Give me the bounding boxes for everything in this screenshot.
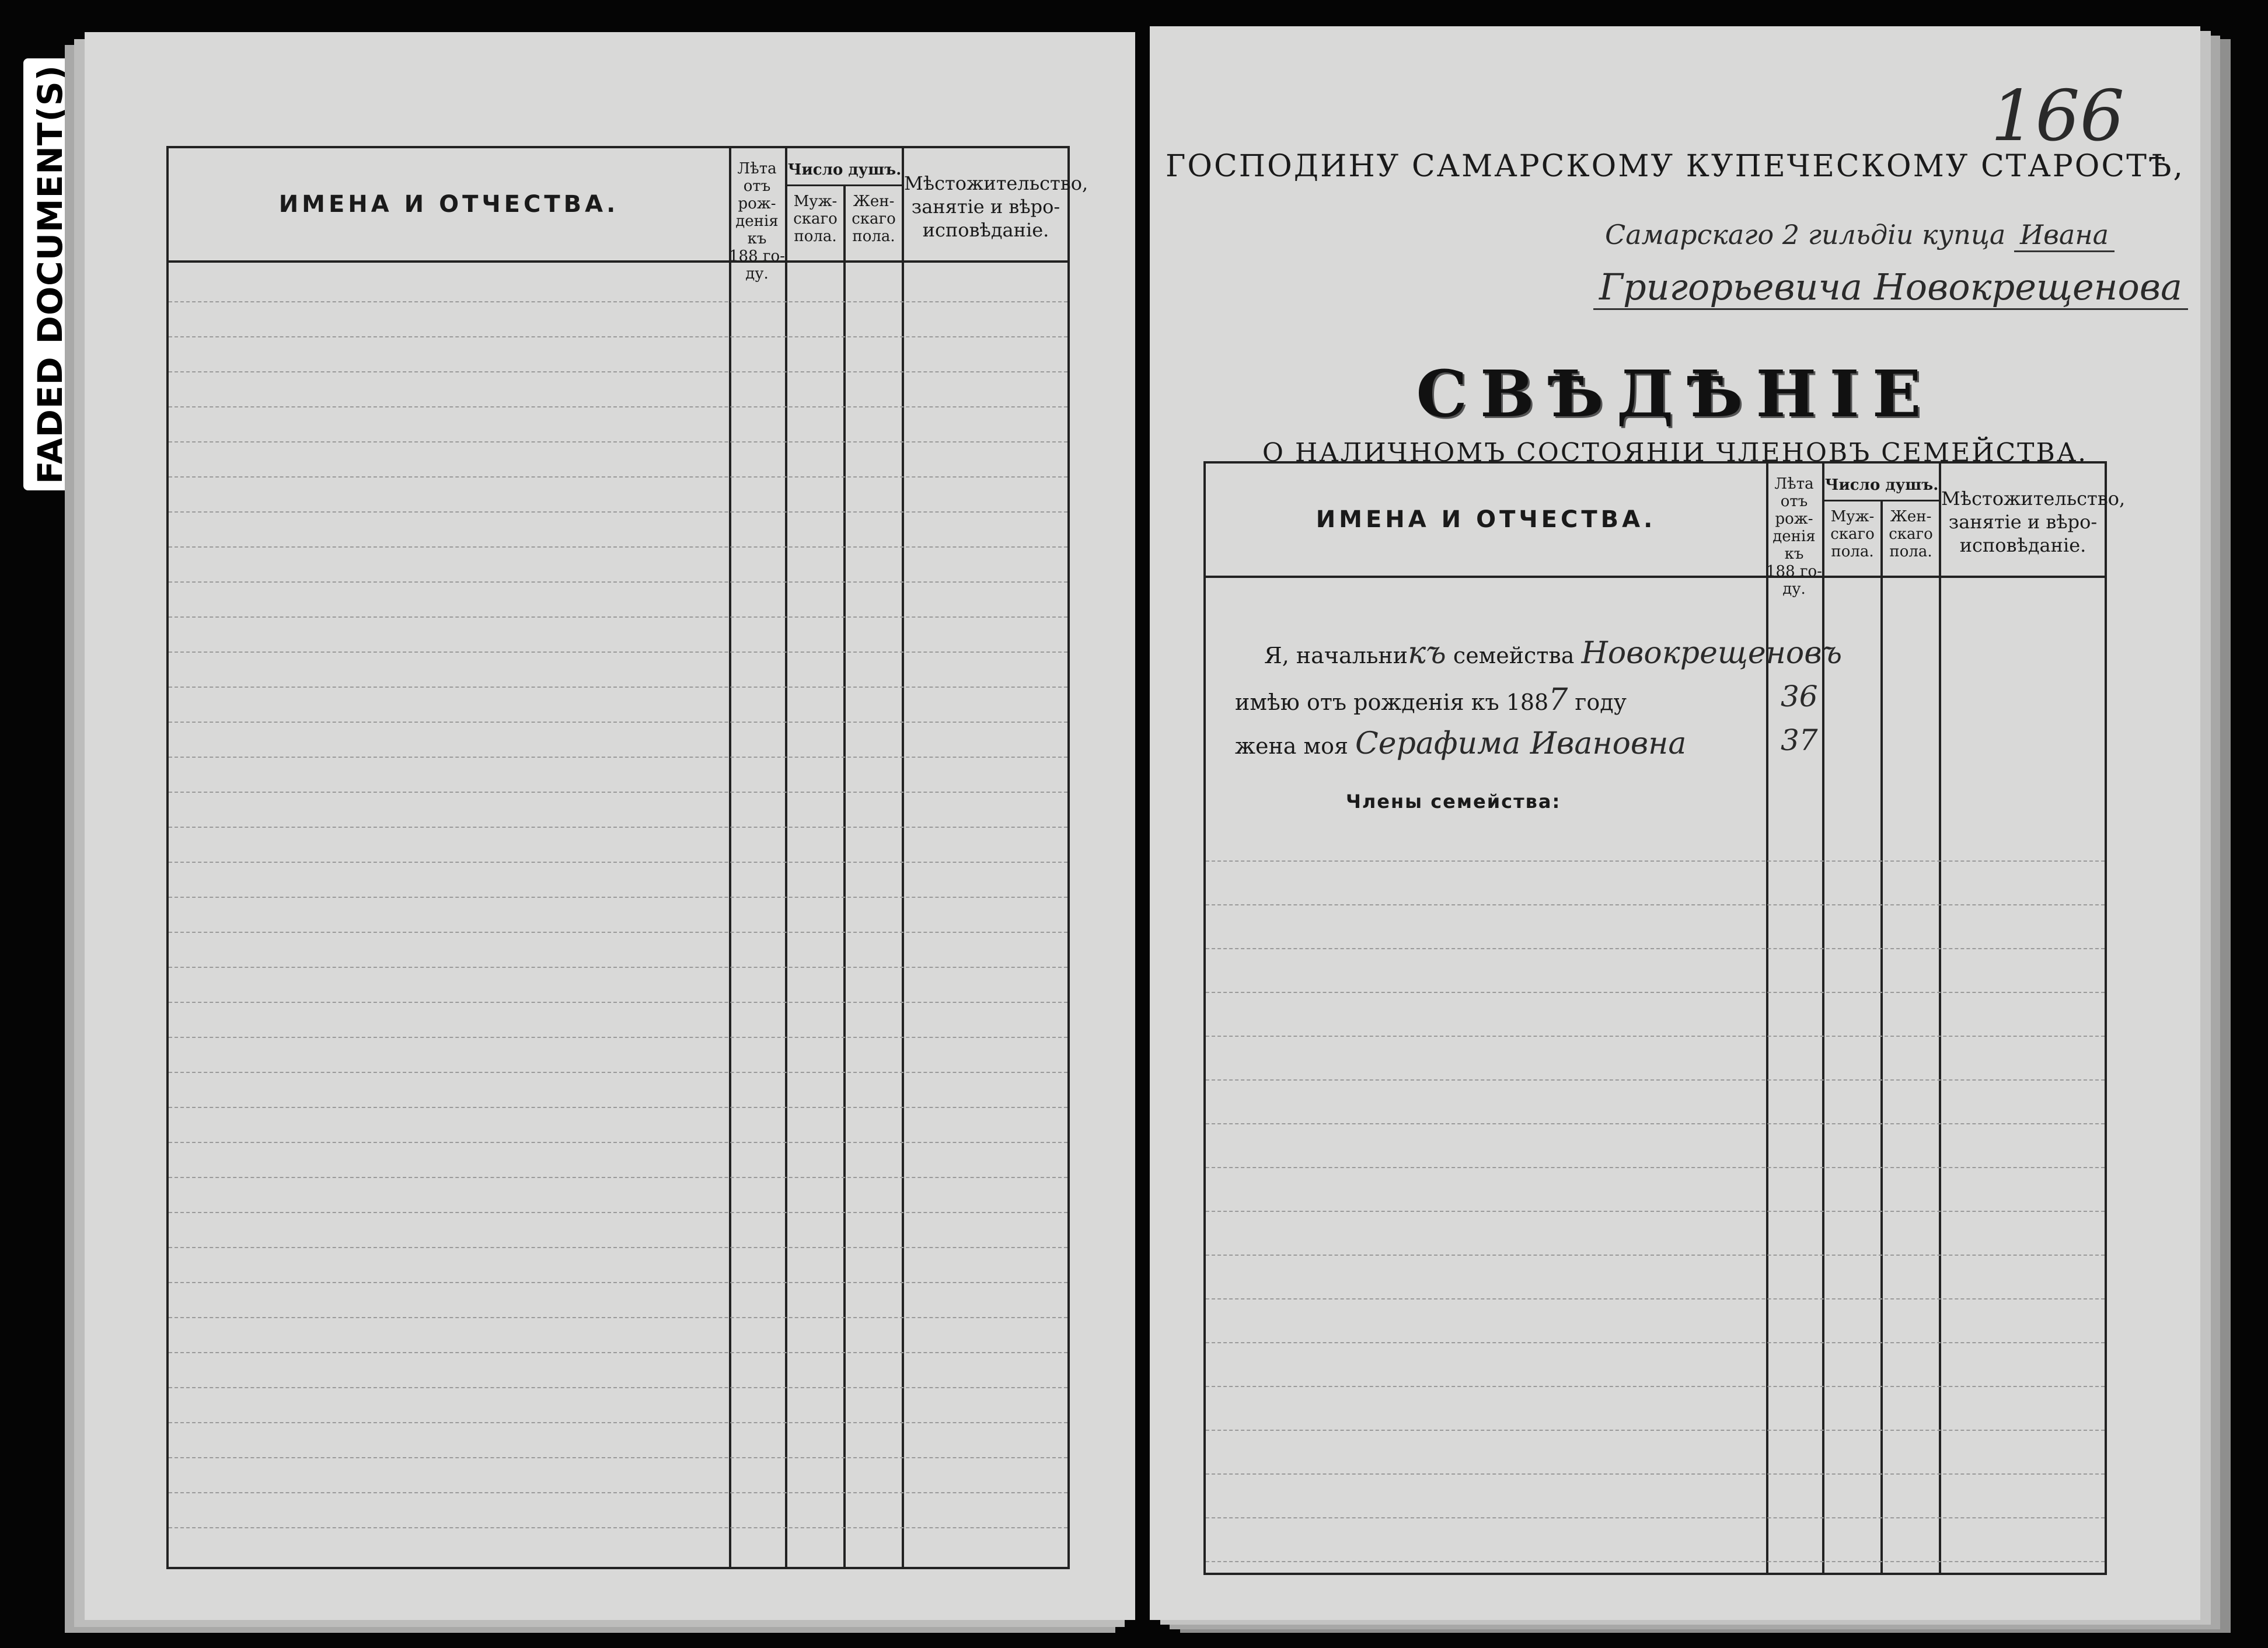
header-male-l1: Муж-	[793, 193, 838, 210]
ruled-line	[169, 511, 1067, 513]
header-souls: Число душъ.	[1824, 476, 1939, 494]
ruled-line	[169, 827, 1067, 828]
ruled-line	[1206, 1167, 2105, 1168]
header-female-l3: пола.	[852, 228, 895, 245]
header-male-l1: Муж-	[1830, 508, 1875, 525]
header-male-l2: скаго	[793, 210, 838, 228]
row2-text: имѣю отъ рожденія къ 188	[1235, 689, 1549, 715]
ruled-line	[1206, 1386, 2105, 1387]
header-years-l3: денія къ	[1772, 528, 1816, 563]
from-line-1-print: Самарскаго 2 гильдіи купца	[1605, 219, 2006, 250]
ruled-line	[169, 1107, 1067, 1108]
header-years-l2: отъ рож-	[738, 177, 776, 212]
header-female	[1883, 508, 1939, 560]
ruled-line	[169, 1527, 1067, 1528]
ruled-line	[1206, 1036, 2105, 1037]
header-female-l1: Жен-	[1890, 508, 1932, 525]
row2-hand: 7	[1548, 682, 1568, 717]
row-wife	[1235, 726, 1686, 761]
header-female-l2: скаго	[852, 210, 896, 228]
members-label: Члены семейства:	[1346, 790, 1561, 813]
left-table	[166, 146, 1088, 1569]
ruled-line	[169, 1387, 1067, 1388]
ruled-line	[169, 792, 1067, 793]
row2-suffix: году	[1575, 689, 1627, 715]
header-female	[846, 193, 902, 245]
ruled-line	[169, 862, 1067, 863]
ruled-line	[1206, 1298, 2105, 1299]
header-male-l3: пола.	[1831, 543, 1874, 560]
ruled-line	[1206, 860, 2105, 862]
ruled-line	[1206, 1342, 2105, 1343]
ruled-line	[169, 1422, 1067, 1423]
ruled-line	[1206, 904, 2105, 905]
row1-hand-b: Новокрещеновъ	[1581, 636, 1843, 671]
right-table-header	[1206, 464, 2126, 598]
header-years	[729, 160, 785, 283]
ruled-line	[169, 1002, 1067, 1003]
ruled-line	[1206, 1079, 2105, 1081]
ruled-line	[169, 1177, 1067, 1178]
stamp-text: FADED DOCUMENT(S)	[30, 64, 71, 485]
row3-hand: Серафима Ивановна	[1355, 726, 1687, 761]
header-loc-l1: Мѣстожительство,	[1941, 487, 2126, 510]
right-table	[1203, 461, 2126, 1575]
ruled-line	[169, 546, 1067, 548]
ruled-line	[169, 722, 1067, 723]
ruled-line	[169, 1212, 1067, 1213]
ruled-line	[169, 897, 1067, 898]
col-divider-years	[729, 148, 731, 1567]
from-line-1-hand: Ивана	[2014, 219, 2115, 252]
ruled-line	[169, 581, 1067, 583]
ruled-line	[169, 651, 1067, 653]
header-years-l2: отъ рож-	[1775, 493, 1813, 528]
header-male	[787, 193, 843, 245]
ruled-line	[169, 406, 1067, 407]
row1-mid: семейства	[1453, 643, 1575, 668]
ruled-line	[169, 1072, 1067, 1073]
ruled-line	[169, 1142, 1067, 1143]
ruled-line	[1206, 992, 2105, 993]
ruled-line	[169, 336, 1067, 337]
row-birth	[1235, 682, 1627, 717]
header-male	[1824, 508, 1880, 560]
header-male-l3: пола.	[794, 228, 837, 245]
ruled-line	[169, 616, 1067, 618]
ruled-line	[169, 1492, 1067, 1493]
header-years-l5: ду.	[1782, 580, 1806, 598]
document-title: СВѢДѢНІЕ	[1416, 356, 1934, 431]
header-souls: Число душъ.	[787, 161, 902, 179]
left-page	[85, 32, 1135, 1620]
address-line: ГОСПОДИНУ САМАРСКОМУ КУПЕЧЕСКОМУ СТАРОСТѢ,	[1165, 149, 2185, 184]
ruled-line	[169, 967, 1067, 968]
ruled-line	[1206, 1255, 2105, 1256]
ruled-line	[1206, 1430, 2105, 1431]
row1-prefix: Я, начальни	[1264, 643, 1408, 668]
row-head-of-family	[1264, 636, 1842, 671]
col-divider-female	[843, 184, 846, 1567]
faded-document-stamp	[23, 58, 77, 490]
header-years-l5: ду.	[745, 265, 769, 283]
folio-number: 166	[1990, 76, 2124, 157]
header-loc-l3: исповѣданіе.	[1959, 534, 2086, 556]
ruled-line	[169, 687, 1067, 688]
row2-age: 36	[1781, 680, 1818, 713]
right-page	[1150, 26, 2200, 1620]
header-location	[1941, 487, 2126, 557]
ruled-line	[1206, 1561, 2105, 1562]
document-subtitle: О НАЛИЧНОМЪ СОСТОЯНІИ ЧЛЕНОВЪ СЕМЕЙСТВА.	[1262, 438, 2088, 468]
ruled-line	[1206, 1473, 2105, 1475]
col-divider-male	[1822, 464, 1824, 1573]
ruled-line	[169, 1037, 1067, 1038]
ruled-line	[1206, 1123, 2105, 1124]
left-table-header	[169, 148, 1088, 283]
col-divider-years	[1766, 464, 1768, 1573]
ruled-line	[169, 757, 1067, 758]
row1-hand-a: къ	[1408, 636, 1446, 671]
header-loc-l2: занятіе и вѣро-	[911, 196, 1060, 218]
ruled-line	[169, 301, 1067, 302]
ruled-line	[1206, 1211, 2105, 1212]
ruled-line	[169, 1457, 1067, 1458]
ruled-line	[1206, 1517, 2105, 1518]
header-female-l3: пола.	[1889, 543, 1932, 560]
ruled-line	[169, 1352, 1067, 1353]
header-male-l2: скаго	[1830, 525, 1875, 543]
ruled-line	[169, 441, 1067, 443]
ruled-line	[169, 476, 1067, 478]
col-divider-location	[902, 148, 904, 1567]
header-years-l4: 188 го-	[1766, 563, 1822, 580]
col-divider-male	[785, 148, 787, 1567]
header-loc-l1: Мѣстожительство,	[904, 172, 1088, 194]
ruled-line	[169, 371, 1067, 372]
from-line-1	[1605, 219, 2115, 250]
header-location	[904, 172, 1088, 242]
ruled-line	[1206, 948, 2105, 949]
row3-age: 37	[1781, 723, 1818, 757]
header-loc-l2: занятіе и вѣро-	[1948, 511, 2098, 533]
ruled-line	[169, 1282, 1067, 1283]
header-loc-l3: исповѣданіе.	[922, 219, 1049, 241]
from-line-2: Григорьевича Новокрещенова	[1593, 266, 2188, 310]
header-female-l1: Жен-	[853, 193, 895, 210]
ruled-line	[169, 932, 1067, 933]
ruled-line	[169, 1247, 1067, 1248]
header-years-l1: Лѣта	[737, 160, 777, 177]
header-years-l4: 188 го-	[729, 248, 785, 265]
header-years-l3: денія къ	[735, 212, 779, 248]
ruled-line	[169, 1317, 1067, 1318]
header-names: ИМЕНА И ОТЧЕСТВА.	[1316, 506, 1656, 533]
header-years-l1: Лѣта	[1774, 475, 1814, 493]
header-years	[1766, 475, 1822, 598]
header-female-l2: скаго	[1889, 525, 1933, 543]
col-divider-location	[1939, 464, 1941, 1573]
row3-prefix: жена моя	[1235, 733, 1348, 759]
header-names: ИМЕНА И ОТЧЕСТВА.	[278, 191, 619, 218]
